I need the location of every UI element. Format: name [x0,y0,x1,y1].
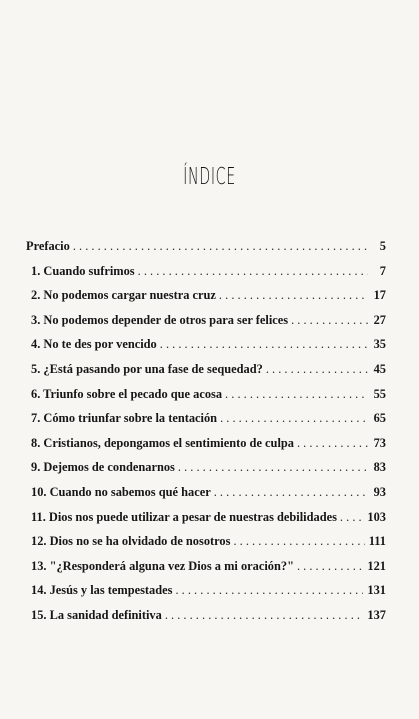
dot-leader [225,386,368,402]
dot-leader [291,312,368,328]
dot-leader [233,533,364,549]
toc-entry-label: 5. ¿Está pasando por una fase de sequedad? [31,361,263,376]
toc-entry-label: 4. No te des por vencido [31,337,157,352]
toc-entry-page: 121 [367,558,386,573]
toc-entry-label: 8. Cristianos, depongamos el sentimiento de culpa [31,435,294,450]
toc-entry-label: 3. No podemos depender de otros para ser felices [31,312,289,327]
toc-entry-label: 11. Dios nos puede utilizar a pesar de nuestras debilidades [31,509,337,524]
toc-entry-prefacio [26,238,386,263]
toc-entry-label: Prefacio [26,239,70,253]
table-of-contents [26,238,386,632]
toc-entry-9 [26,459,386,484]
toc-entry-label: 9. Dejemos de condenarnos [31,460,175,475]
toc-entry-page: 27 [373,312,386,327]
toc-entry-7 [26,410,386,435]
page-title: ÍNDICE [183,164,236,190]
toc-entry-label: 15. La sanidad definitiva [31,607,162,622]
toc-entry-2 [26,287,386,312]
toc-entry-page: 65 [373,411,386,426]
dot-leader [165,607,364,623]
dot-leader [175,582,363,598]
toc-entry-10 [26,484,386,509]
toc-entry-5 [26,361,386,386]
toc-entry-label: 7. Cómo triunfar sobre la tentación [31,411,218,426]
toc-entry-1 [26,263,386,288]
toc-entry-label: 1. Cuando sufrimos [31,263,135,278]
dot-leader [214,484,368,500]
toc-entry-label: 6. Triunfo sobre el pecado que acosa [31,386,223,401]
toc-entry-page: 35 [373,337,386,352]
toc-entry-page: 73 [373,435,386,450]
toc-entry-page: 103 [367,509,386,524]
toc-entry-3 [26,312,386,337]
toc-entry-page: 17 [373,288,386,303]
toc-entry-page: 111 [368,534,386,549]
dot-leader [340,509,363,525]
toc-entry-page: 131 [367,583,386,598]
dot-leader [178,459,368,475]
toc-entry-15 [26,607,386,632]
dot-leader [297,558,363,574]
toc-entry-page: 137 [367,607,386,622]
toc-entry-page: 55 [373,386,386,401]
toc-entry-page: 5 [379,239,386,253]
toc-entry-11 [26,509,386,534]
toc-entry-page: 7 [379,263,386,278]
toc-entry-label: 2. No podemos cargar nuestra cruz [31,288,216,303]
dot-leader [220,410,368,426]
toc-entry-label: 13. "¿Responderá alguna vez Dios a mi oración?" [31,558,294,573]
dot-leader [160,336,368,352]
dot-leader [297,435,368,451]
toc-entry-8 [26,435,386,460]
toc-entry-12 [26,533,386,558]
toc-entry-page: 83 [373,460,386,475]
toc-entry-page: 45 [373,361,386,376]
toc-entry-4 [26,336,386,361]
toc-entry-6 [26,386,386,411]
toc-entry-label: 12. Dios no se ha olvidado de nosotros [31,534,231,549]
toc-entry-14 [26,582,386,607]
toc-entry-page: 93 [373,484,386,499]
dot-leader [266,361,368,377]
toc-entry-label: 10. Cuando no sabemos qué hacer [31,484,211,499]
dot-leader [138,263,368,279]
dot-leader [219,287,368,303]
toc-entry-13 [26,558,386,583]
toc-entry-label: 14. Jesús y las tempestades [31,583,173,598]
dot-leader [73,238,368,254]
